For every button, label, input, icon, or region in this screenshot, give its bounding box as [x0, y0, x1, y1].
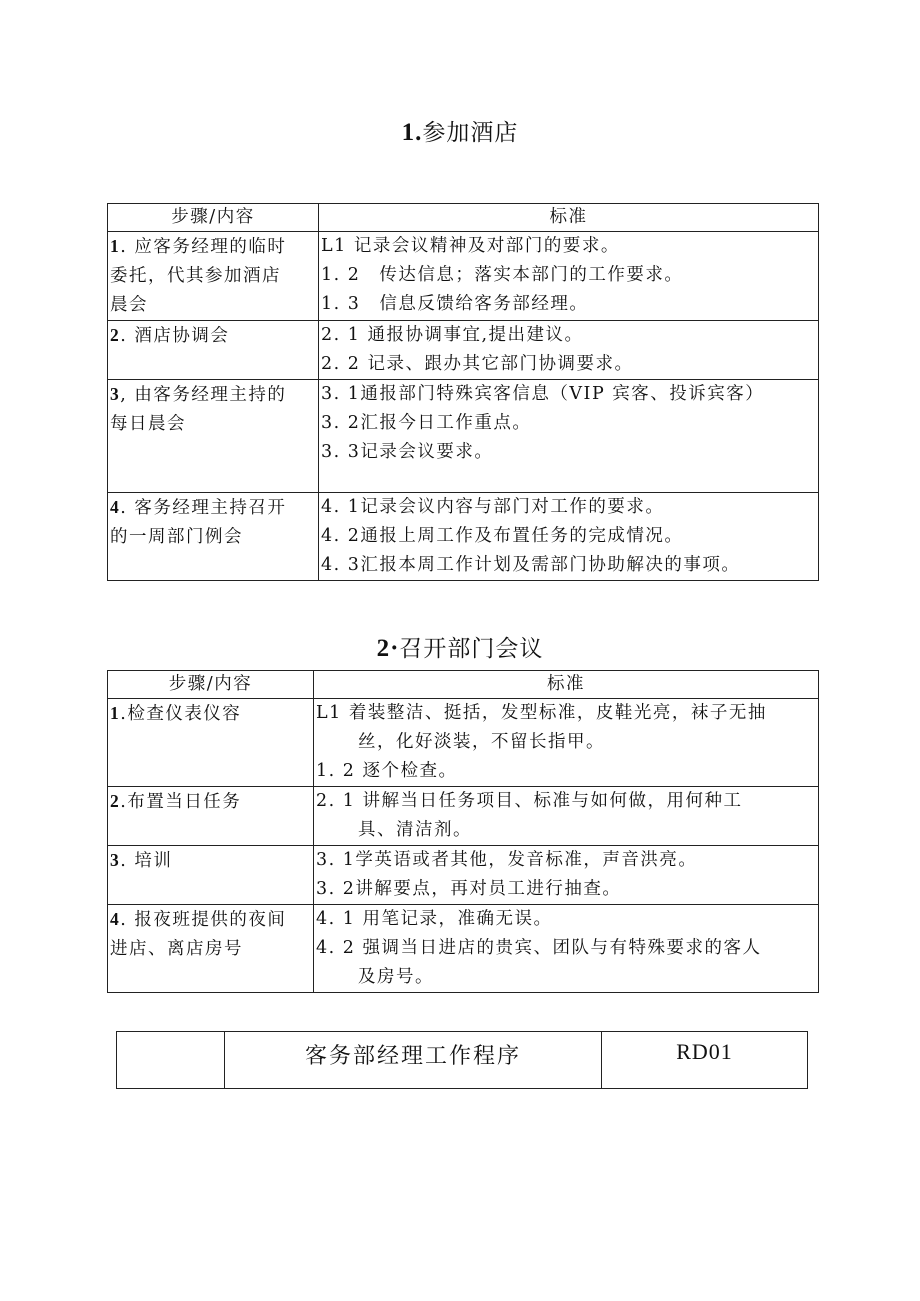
header-standard: 标准	[319, 204, 819, 232]
standard-cell: L1 记录会议精神及对部门的要求。 1. 2 传达信息；落实本部门的工作要求。 1. 3 信息反馈给客务部经理。	[319, 232, 819, 321]
header-standard: 标准	[314, 671, 819, 699]
step-cell: 4. 客务经理主持召开 的一周部门例会	[108, 493, 319, 581]
table-row	[108, 493, 819, 581]
table-header-row	[108, 671, 819, 699]
footer-table	[116, 1031, 808, 1089]
table-row	[108, 380, 819, 493]
footer-code: RD01	[602, 1032, 808, 1089]
step-cell: 3. 培训	[108, 846, 314, 905]
section2-title: 2·召开部门会议	[376, 635, 544, 662]
section1-table	[107, 203, 819, 581]
table-row	[108, 232, 819, 321]
footer-row	[117, 1032, 808, 1089]
footer-empty-cell	[117, 1032, 225, 1089]
standard-cell: 3. 1学英语或者其他，发音标准，声音洪亮。 3. 2讲解要点，再对员工进行抽查。	[314, 846, 819, 905]
step-cell: 3, 由客务经理主持的 每日晨会	[108, 380, 319, 493]
step-cell: 2.布置当日任务	[108, 787, 314, 846]
table-row	[108, 846, 819, 905]
standard-cell: 2. 1 通报协调事宜,提出建议。 2. 2 记录、跟办其它部门协调要求。	[319, 321, 819, 380]
table-header-row	[108, 204, 819, 232]
footer-title: 客务部经理工作程序	[225, 1032, 602, 1089]
standard-cell: 4. 1记录会议内容与部门对工作的要求。 4. 2通报上周工作及布置任务的完成情况。 4. 3汇报本周工作计划及需部门协助解决的事项。	[319, 493, 819, 581]
table-row	[108, 905, 819, 993]
standard-cell: 4. 1 用笔记录，准确无误。 4. 2 强调当日进店的贵宾、团队与有特殊要求的客人 及房号。	[314, 905, 819, 993]
standard-cell: 3. 1通报部门特殊宾客信息（VIP 宾客、投诉宾客） 3. 2汇报今日工作重点。 3. 3记录会议要求。	[319, 380, 819, 493]
table-row	[108, 321, 819, 380]
standard-cell: 2. 1 讲解当日任务项目、标准与如何做，用何种工 具、清洁剂。	[314, 787, 819, 846]
step-cell: 1.检查仪表仪容	[108, 699, 314, 787]
header-step: 步骤/内容	[108, 671, 314, 699]
table-row	[108, 699, 819, 787]
step-cell: 1. 应客务经理的临时 委托，代其参加酒店 晨会	[108, 232, 319, 321]
section1-title: 1.参加酒店	[401, 119, 519, 146]
section2-table	[107, 670, 819, 993]
header-step: 步骤/内容	[108, 204, 319, 232]
step-cell: 4. 报夜班提供的夜间 进店、离店房号	[108, 905, 314, 993]
table-row	[108, 787, 819, 846]
standard-cell: L1 着装整洁、挺括，发型标准，皮鞋光亮，袜子无抽 丝，化好淡装，不留长指甲。 1. 2 逐个检查。	[314, 699, 819, 787]
step-cell: 2. 酒店协调会	[108, 321, 319, 380]
